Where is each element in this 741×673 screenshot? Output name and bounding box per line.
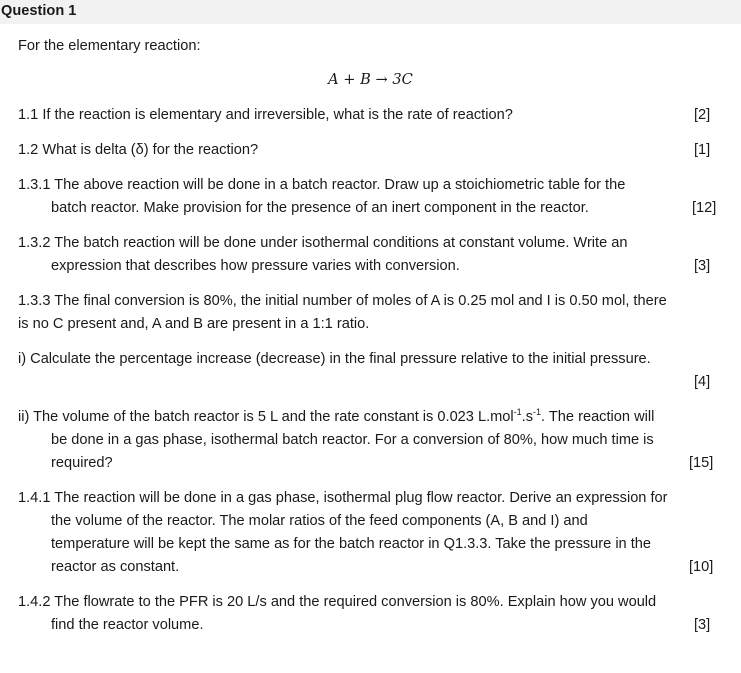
q-i-marks: [4]	[694, 374, 711, 390]
q1-2-text: 1.2 What is delta (δ) for the reaction?	[18, 142, 259, 158]
q1-1-marks: [2]	[694, 107, 711, 123]
q-ii-line2: be done in a gas phase, isothermal batch reactor. For a conversion of 80%, how much time is	[51, 432, 654, 448]
q1-3-1-line1: 1.3.1 The above reaction will be done in a batch reactor. Draw up a stoichiometric table for the	[18, 177, 626, 193]
q1-4-1-line1: 1.4.1 The reaction will be done in a gas phase, isothermal plug flow reactor. Derive an expression for	[18, 490, 668, 506]
q1-4-1-marks: [10]	[689, 559, 714, 575]
q-ii-marks: [15]	[689, 455, 714, 471]
question-title: Question 1	[1, 3, 77, 19]
q1-4-1-line3: temperature will be kept the same as for the batch reactor in Q1.3.3. Take the pressure in the	[51, 536, 652, 552]
q-ii-line1-part-a: ii) The volume of the batch reactor is 5 L and the rate constant is 0.023 L.mol	[18, 409, 514, 425]
q1-3-2-line2: expression that describes how pressure varies with conversion.	[51, 258, 460, 274]
q-ii-superscript-2: -1	[533, 407, 542, 417]
q1-3-3-line2: is no C present and, A and B are present in a 1:1 ratio.	[18, 316, 370, 332]
q-ii-line3: required?	[51, 455, 113, 471]
q1-4-1-line4: reactor as constant.	[51, 559, 180, 575]
q-ii-line1-part-c: . The reaction will	[541, 409, 655, 425]
q1-3-2-line1: 1.3.2 The batch reaction will be done under isothermal conditions at constant volume. Write an	[18, 235, 628, 251]
intro-text: For the elementary reaction:	[18, 38, 201, 54]
q-i-text: i) Calculate the percentage increase (decrease) in the final pressure relative to the initial pressure.	[18, 351, 651, 367]
q1-3-2-marks: [3]	[694, 258, 711, 274]
q1-4-2-line1: 1.4.2 The flowrate to the PFR is 20 L/s and the required conversion is 80%. Explain how you would	[18, 594, 657, 610]
q1-2-marks: [1]	[694, 142, 711, 158]
q1-3-1-marks: [12]	[692, 200, 717, 216]
q-ii-line1	[18, 409, 654, 425]
question-heading-bar	[0, 0, 741, 24]
q-ii-superscript-1: -1	[513, 407, 522, 417]
q1-4-2-marks: [3]	[694, 617, 711, 633]
q1-3-1-line2: batch reactor. Make provision for the presence of an inert component in the reactor.	[51, 200, 589, 216]
q1-1-text: 1.1 If the reaction is elementary and irreversible, what is the rate of reaction?	[18, 107, 513, 123]
q-ii-line1-part-b: .s	[521, 409, 534, 425]
q1-3-3-line1: 1.3.3 The final conversion is 80%, the initial number of moles of A is 0.25 mol and I is 0.50 mol, there	[18, 293, 667, 309]
q1-4-1-line2: the volume of the reactor. The molar ratios of the feed components (A, B and I) and	[51, 513, 588, 529]
reaction-equation: A + B → 3C	[328, 71, 413, 88]
q1-4-2-line2: find the reactor volume.	[51, 617, 204, 633]
